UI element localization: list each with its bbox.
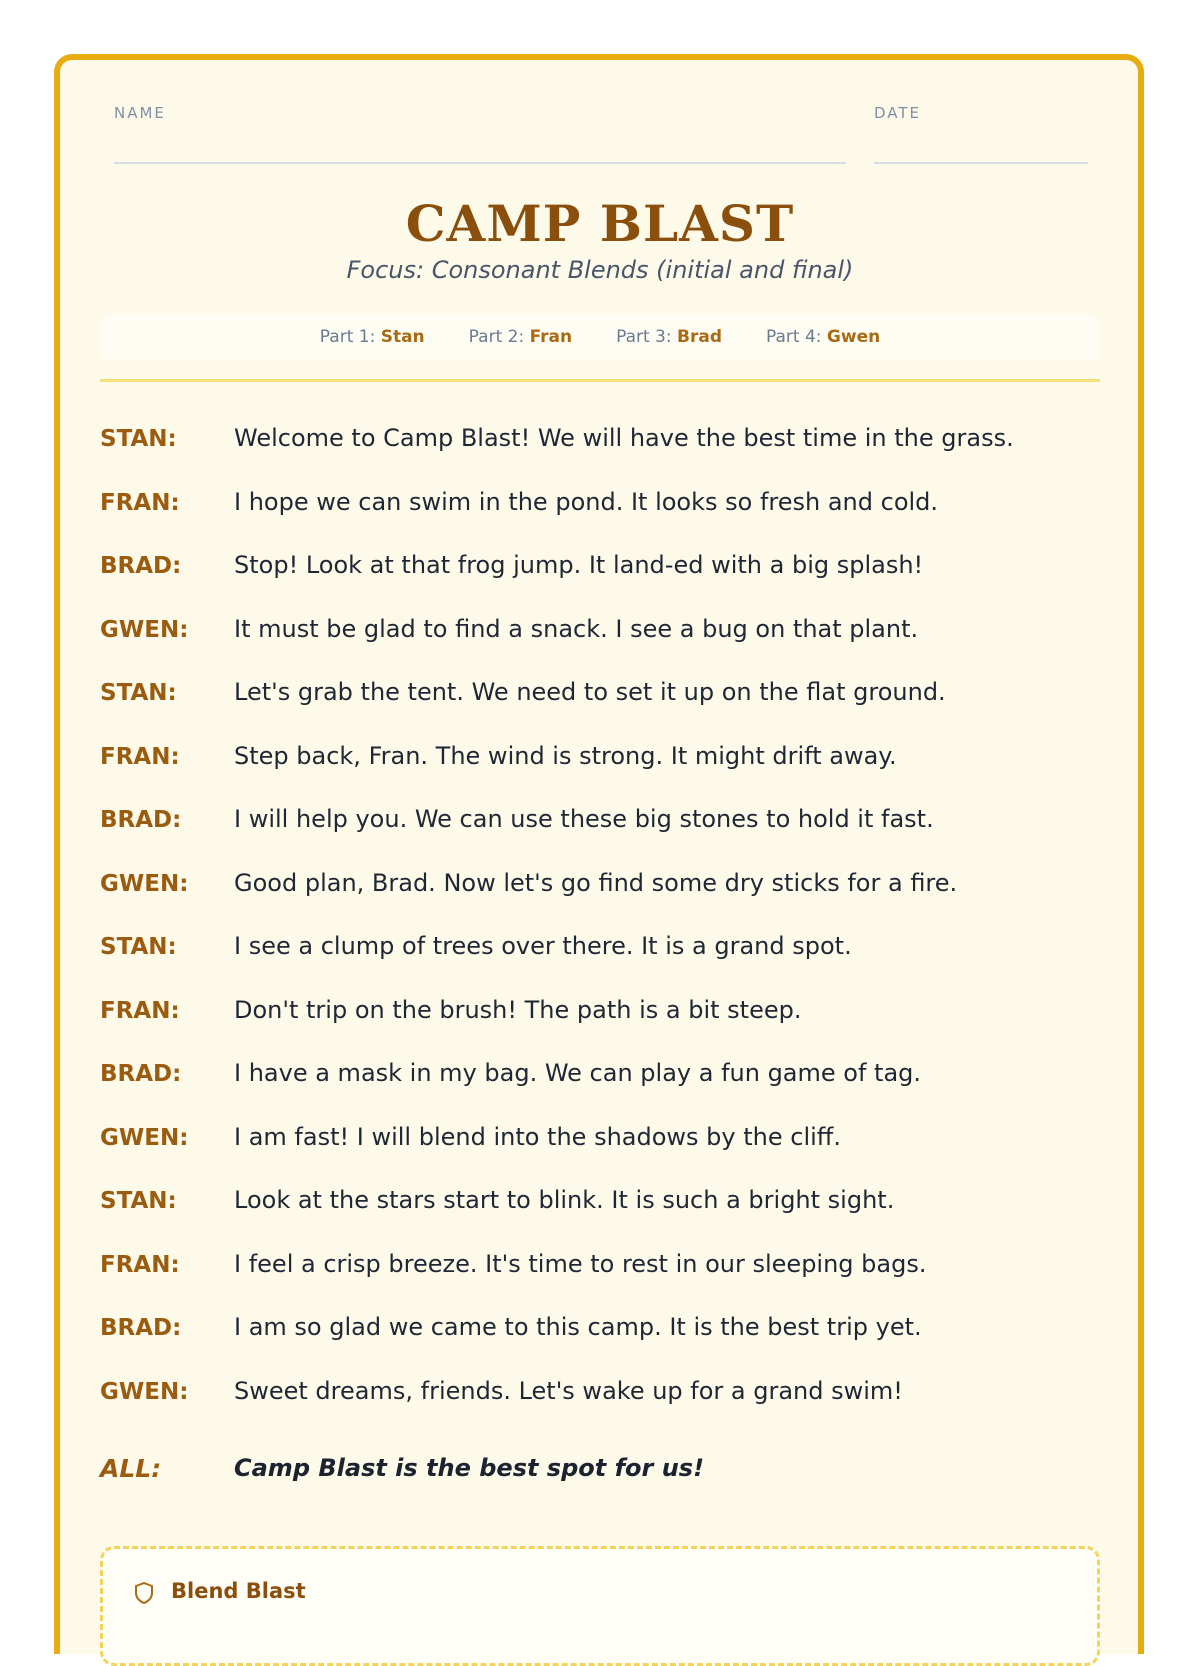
finale-text: Camp Blast is the best spot for us! <box>234 1454 705 1482</box>
blend-box-title: Blend Blast <box>171 1579 306 1603</box>
part-item <box>616 314 722 360</box>
dialogue-text: It must be glad to find a snack. I see a bug on that plant. <box>234 614 919 643</box>
speaker-label: STAN: <box>100 426 177 452</box>
blend-blast-box <box>100 1546 1100 1666</box>
dialogue-text: Welcome to Camp Blast! We will have the best time in the grass. <box>234 424 1014 452</box>
script-lines <box>100 420 1100 1436</box>
script-line <box>100 992 1100 1056</box>
script-line <box>100 611 1100 675</box>
dialogue-text: Don't trip on the brush! The path is a bit steep. <box>234 995 802 1024</box>
dialogue-text: I have a mask in my bag. We can play a fun game of tag. <box>234 1059 922 1087</box>
script-line <box>100 865 1100 929</box>
script-line <box>100 928 1100 992</box>
script-line <box>100 1373 1100 1437</box>
script-line <box>100 547 1100 611</box>
speaker-label: FRAN: <box>100 489 180 516</box>
finale-speaker: ALL: <box>100 1454 162 1483</box>
script-line <box>100 1309 1100 1373</box>
speaker-label: STAN: <box>100 934 177 960</box>
dialogue-text: Let's grab the tent. We need to set it up on the flat ground. <box>234 678 946 706</box>
part-item <box>766 314 880 360</box>
dialogue-text: I am so glad we came to this camp. It is the best trip yet. <box>234 1313 922 1341</box>
divider <box>100 379 1100 382</box>
speaker-label: FRAN: <box>100 997 180 1024</box>
speaker-label: GWEN: <box>100 1124 189 1151</box>
dialogue-text: I will help you. We can use these big stones to hold it fast. <box>234 805 934 833</box>
speaker-label: BRAD: <box>100 807 182 833</box>
dialogue-text: Good plan, Brad. Now let's go find some dry sticks for a fire. <box>234 868 958 897</box>
speaker-label: BRAD: <box>100 1315 182 1341</box>
page-title: CAMP BLAST <box>405 194 795 253</box>
part-label: Part 4: <box>765 327 822 347</box>
speaker-label: FRAN: <box>100 743 180 770</box>
script-line <box>100 674 1100 738</box>
script-line <box>100 1246 1100 1310</box>
script-line <box>100 1182 1100 1246</box>
parts-bar <box>100 314 1100 360</box>
name-field[interactable] <box>114 162 846 164</box>
dialogue-text: I am fast! I will blend into the shadows by the cliff. <box>234 1122 841 1151</box>
speaker-label: GWEN: <box>100 616 189 643</box>
part-name: Stan <box>380 327 425 347</box>
dialogue-text: Look at the stars start to blink. It is such a bright sight. <box>234 1186 895 1214</box>
script-line <box>100 1119 1100 1183</box>
date-field[interactable] <box>874 162 1088 164</box>
part-name: Brad <box>677 327 722 347</box>
speaker-label: STAN: <box>100 1188 177 1214</box>
date-label: DATE <box>874 104 922 122</box>
dialogue-text: Stop! Look at that frog jump. It land-ed with a big splash! <box>234 551 924 579</box>
part-name: Gwen <box>826 327 881 347</box>
part-label: Part 3: <box>616 327 672 347</box>
page-subtitle: Focus: Consonant Blends (initial and final) <box>346 256 854 284</box>
shield-icon <box>133 1581 155 1605</box>
finale-line <box>100 1454 1100 1494</box>
part-item <box>320 314 425 360</box>
speaker-label: FRAN: <box>100 1251 180 1278</box>
script-line <box>100 484 1100 548</box>
speaker-label: GWEN: <box>100 870 189 897</box>
dialogue-text: Step back, Fran. The wind is strong. It might drift away. <box>234 741 897 770</box>
name-label: NAME <box>114 104 166 122</box>
script-line <box>100 1055 1100 1119</box>
dialogue-text: I see a clump of trees over there. It is a grand spot. <box>234 932 852 960</box>
part-label: Part 2: <box>468 327 525 347</box>
speaker-label: BRAD: <box>100 553 182 579</box>
script-line <box>100 420 1100 484</box>
speaker-label: BRAD: <box>100 1061 182 1087</box>
script-line <box>100 801 1100 865</box>
script-line <box>100 738 1100 802</box>
dialogue-text: Sweet dreams, friends. Let's wake up for a grand swim! <box>234 1376 903 1405</box>
dialogue-text: I hope we can swim in the pond. It looks so fresh and cold. <box>234 487 939 516</box>
part-label: Part 1: <box>319 327 376 347</box>
speaker-label: STAN: <box>100 680 177 706</box>
dialogue-text: I feel a crisp breeze. It's time to rest in our sleeping bags. <box>234 1249 927 1278</box>
part-name: Fran <box>529 327 573 347</box>
part-item <box>469 314 572 360</box>
speaker-label: GWEN: <box>100 1378 189 1405</box>
